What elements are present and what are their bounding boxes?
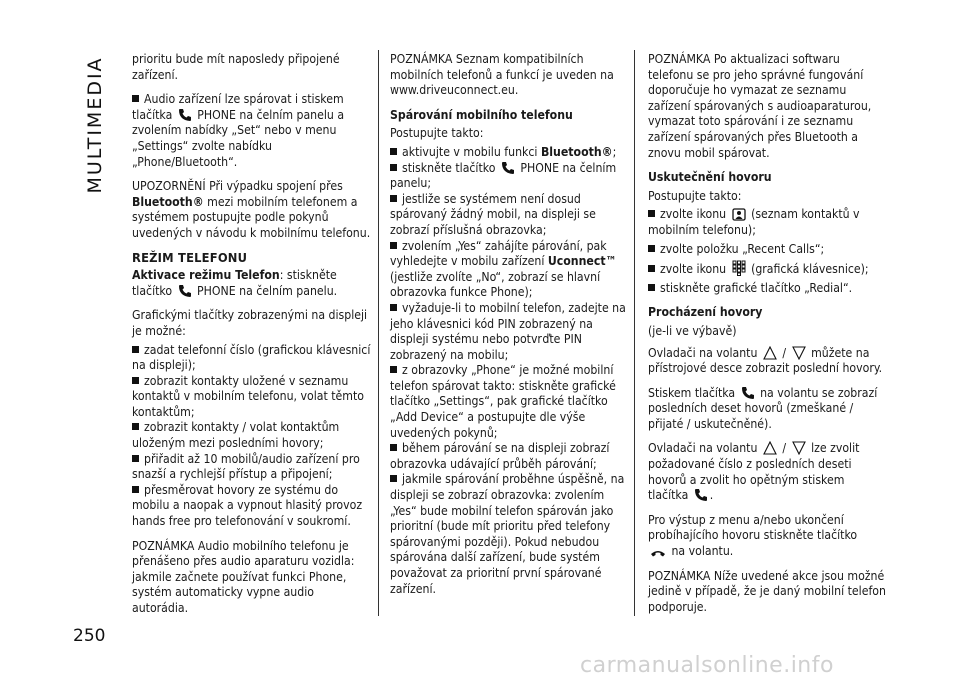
text: mezi mobilním telefonem a systémem postupujte podle pokynů uvedených v návodu k mobilnímu telefonu.: [132, 194, 371, 240]
phone-icon: [694, 488, 708, 502]
paragraph: [648, 441, 888, 503]
text: /: [782, 441, 787, 456]
text: Ovladači na volantu: [648, 345, 758, 360]
bullet-icon: [648, 265, 655, 272]
list-item-text: zobrazit kontakty / volat kontaktům uloženým mezi posledními hovory;: [132, 420, 340, 451]
bullet-icon: [390, 444, 397, 451]
list-item-text: z obrazovky „Phone“ je možné mobilní telefon spárovat takto: stiskněte grafické tlačítko „Settings“, pak grafické tlačítko „Add Device“ a postupujte dle výše uvedených pokynů;: [390, 363, 616, 440]
bullet-icon: [390, 242, 397, 249]
bullet-icon: [648, 284, 655, 291]
paragraph: prioritu bude mít naposledy připojené zařízení.: [132, 52, 340, 82]
section-heading: [132, 251, 372, 267]
text: (seznam kontaktů v mobilním telefonu);: [648, 207, 860, 237]
bullet-icon: [390, 366, 397, 373]
list-item-text: přesměrovat hovory ze systému do mobilu a naopak a vypnout hlasitý provoz hands free pro telefonování v soukromí.: [132, 482, 363, 529]
text: (grafická klávesnice);: [751, 262, 869, 277]
paragraph: Postupujte takto:: [390, 126, 484, 141]
page-number: 250: [73, 626, 106, 646]
arrow-up-icon: [763, 441, 777, 455]
list-item-text: vyžaduje-li to mobilní telefon, zadejte na jeho klávesnici kód PIN zobrazený na displeji systému nebo potvrďte PIN zobrazený na mobilu;: [390, 300, 626, 362]
list-item-text: zadat telefonní číslo (grafickou klávesnicí na displeji);: [132, 342, 371, 373]
text: Ovladači na volantu: [648, 441, 758, 456]
term: Aktivace režimu Telefon: [132, 268, 280, 283]
list-item: [390, 192, 630, 239]
subheading: Procházení hovory: [648, 305, 763, 320]
text: na volantu.: [671, 544, 734, 559]
list-item: [648, 260, 888, 278]
bullet-icon: [132, 346, 139, 353]
phone-icon: [178, 108, 192, 122]
text: můžete na přístrojové desce zobrazit poslední hovory.: [648, 345, 883, 376]
column-divider: [378, 50, 379, 616]
paragraph: [648, 386, 888, 433]
text: PHONE na čelním panelu a zvolením nabídky „Set“ nebo v menu „Settings“ zvolte nabídku „Phone/Bluetooth“.: [132, 107, 345, 169]
bullet-icon: [132, 95, 139, 102]
keypad-icon: [732, 260, 746, 276]
text: aktivujte v mobilu funkci: [402, 144, 538, 159]
text: : stiskněte tlačítko: [132, 268, 337, 298]
list-item: [390, 239, 630, 301]
text: /: [782, 345, 787, 360]
text: (jestliže zvolíte „No“, zobrazí se hlavní obrazovka funkce Phone);: [390, 269, 601, 300]
text: zvolením „Yes“ zahájíte párování, pak vyhledejte v mobilu zařízení: [390, 238, 607, 269]
note: POZNÁMKA Níže uvedené akce jsou možné jedině v případě, že je daný mobilní telefon podporuje.: [648, 568, 886, 614]
bullet-icon: [390, 164, 397, 171]
list-item: [390, 363, 630, 441]
bullet-icon: [132, 377, 139, 384]
list-item: [390, 441, 630, 472]
arrow-down-icon: [792, 441, 806, 455]
text: zvolte ikonu: [660, 207, 727, 222]
phone-icon: [741, 386, 755, 400]
text: Audio zařízení lze spárovat i stiskem tlačítka: [132, 92, 344, 122]
subheading: Uskutečnění hovoru: [648, 170, 772, 185]
paragraph: [648, 346, 888, 377]
paragraph: Postupujte takto:: [648, 188, 742, 203]
column-divider: [634, 50, 635, 616]
list-item-text: zvolte položku „Recent Calls“;: [660, 241, 825, 256]
bluetooth-term: Bluetooth®: [540, 144, 613, 159]
paragraph: [132, 268, 372, 299]
bullet-icon: [132, 486, 139, 493]
text: lze zvolit požadované číslo z posledních deseti hovorů a zvolit ho opětným stiskem tlačítka: [648, 441, 860, 503]
list-item: [132, 483, 372, 530]
text: ;: [612, 144, 617, 159]
note: POZNÁMKA Seznam kompatibilních mobilních telefonů a funkcí je uveden na www.driveuconnect.eu.: [390, 52, 614, 98]
phone-icon: [501, 161, 515, 175]
list-item-text: jakmile spárování proběhne úspěšně, na displeji se zobrazí obrazovka: zvolením „Yes“ bude mobilní telefon spárován jako prioritní (bude mít prioritu před telefony spárovanými později). Pokud nebudou spárována další zařízení, bude systém považovat za prioritní první spárované zařízení.: [390, 472, 625, 596]
bullet-icon: [648, 245, 655, 252]
heading-text: REŽIM TELEFONU: [132, 250, 248, 266]
list-item: [390, 301, 630, 363]
text: PHONE na čelním panelu.: [197, 283, 338, 298]
bullet-icon: [132, 423, 139, 430]
paragraph: [132, 92, 372, 170]
note: POZNÁMKA Po aktualizaci softwaru telefonu se pro jeho správné fungování doporučuje ho vymazat ze seznamu zařízení spárovaných s audioaparaturou, vymazat toto spárování i ze seznamu zařízení spárovaných přes Bluetooth a znovu mobil spárovat.: [648, 52, 872, 160]
hang-up-icon: [650, 548, 666, 558]
list-item: [132, 374, 372, 421]
bullet-icon: [390, 475, 397, 482]
text: Stiskem tlačítka: [648, 385, 736, 400]
list-item-text: během párování se na displeji zobrazí obrazovka udávající průběh párování;: [390, 441, 610, 471]
text: UPOZORNĚNÍ Při výpadku spojení přes: [132, 179, 343, 194]
bullet-icon: [390, 304, 397, 311]
list-item-text: jestliže se systémem není dosud spárovaný žádný mobil, na displeji se zobrazí příslušná obrazovka;: [390, 191, 596, 237]
list-item: [390, 145, 630, 161]
arrow-up-icon: [763, 346, 777, 360]
phone-icon: [178, 284, 192, 298]
text: .: [709, 488, 714, 503]
bullet-icon: [390, 195, 397, 202]
bluetooth-term: Bluetooth®: [132, 194, 204, 209]
watermark: carmanualsonline.info: [580, 653, 834, 678]
list-item-text: přiřadit až 10 mobilů/audio zařízení pro snazší a rychlejší přístup a připojení;: [132, 451, 360, 482]
note: POZNÁMKA Audio mobilního telefonu je přenášeno přes audio aparaturu vozidla: jakmile začnete používat funkci Phone, systém automaticky vypne audio autorádia.: [132, 538, 355, 615]
arrow-down-icon: [792, 346, 806, 360]
section-label: MULTIMEDIA: [84, 56, 106, 194]
list-item: [132, 343, 372, 374]
list-item: [390, 161, 630, 192]
column-1: [132, 52, 372, 626]
list-item: [648, 281, 888, 297]
text: stiskněte tlačítko: [402, 160, 496, 175]
paragraph: [648, 513, 888, 560]
bullet-icon: [648, 210, 655, 217]
bullet-icon: [390, 148, 397, 155]
list-item: [648, 207, 888, 238]
paragraph: (je-li ve výbavě): [648, 323, 737, 338]
list-item: [132, 420, 372, 451]
list-item: [132, 452, 372, 483]
text: PHONE na čelním panelu;: [390, 160, 617, 191]
bullet-icon: [132, 455, 139, 462]
list-item: [390, 472, 630, 597]
text: Pro výstup z menu a/nebo ukončení probíhajícího hovoru stiskněte tlačítko: [648, 512, 858, 543]
text: zvolte ikonu: [660, 262, 727, 277]
text: na volantu se zobrazí posledních deset hovorů (zmeškané / přijaté / uskutečněné).: [648, 385, 878, 431]
uconnect-term: Uconnect™: [547, 254, 617, 269]
list-item-text: stiskněte grafické tlačítko „Redial“.: [660, 280, 853, 295]
section-tab: [82, 56, 108, 194]
contacts-book-icon: [732, 208, 746, 221]
list-item-text: zobrazit kontakty uložené v seznamu kontaktů v mobilním telefonu, volat těmto kontaktům;: [132, 373, 364, 419]
list-item: [648, 242, 888, 258]
paragraph: Grafickými tlačítky zobrazenými na displeji je možné:: [132, 308, 368, 338]
paragraph: [132, 179, 372, 241]
column-3: [648, 52, 888, 624]
column-2: [390, 52, 630, 597]
subheading: Spárování mobilního telefonu: [390, 107, 573, 122]
